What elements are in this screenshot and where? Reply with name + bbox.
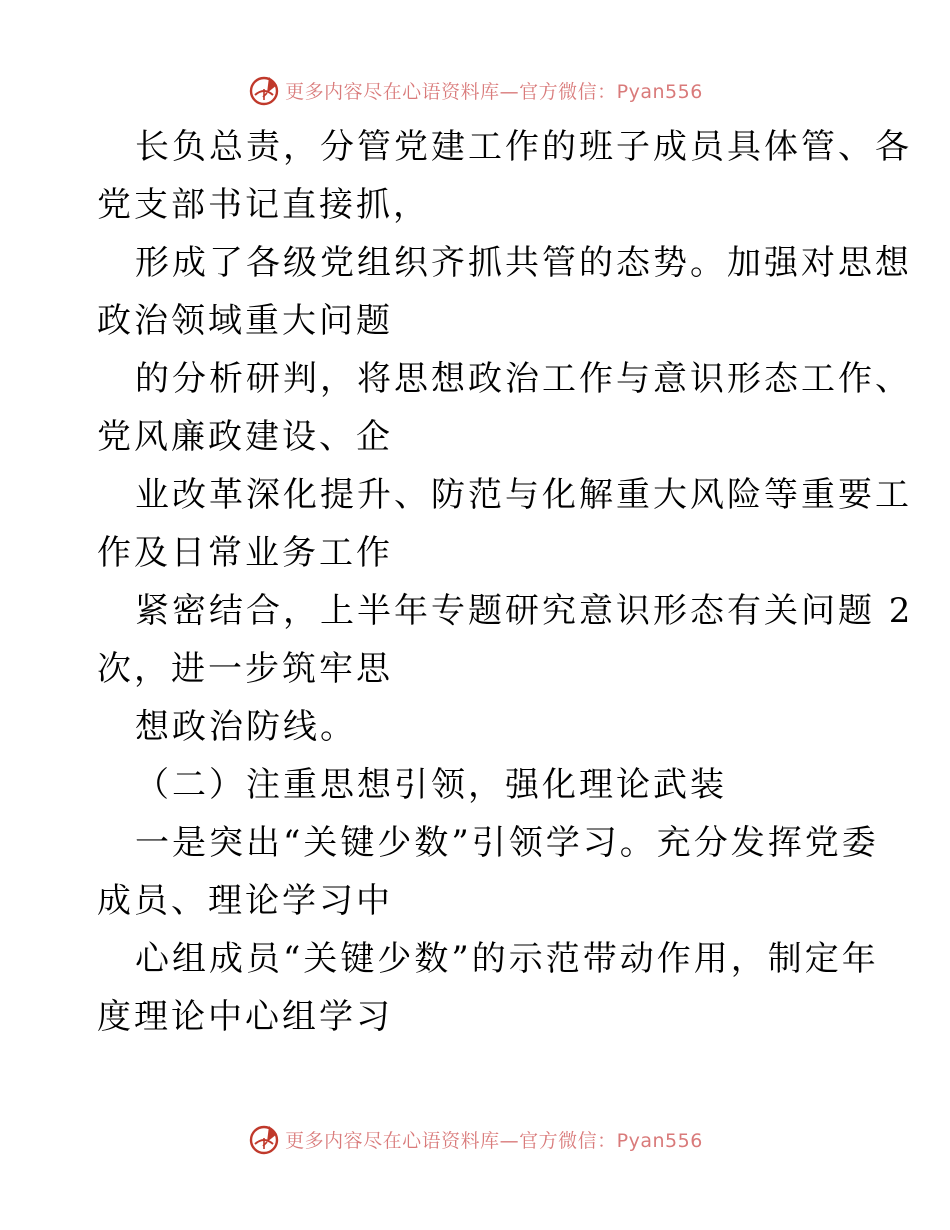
- text-line: 长负总责，分管党建工作的班子成员具体管、各: [135, 127, 912, 167]
- text-line: 想政治防线。: [135, 707, 357, 747]
- footer-watermark: [0, 1122, 950, 1156]
- document-body: [97, 118, 914, 1046]
- text-line: 心组成员“关键少数”的示范带动作用，制定年: [135, 939, 879, 979]
- book-quill-logo-icon: [247, 73, 283, 107]
- text-line: 的分析研判，将思想政治工作与意识形态工作、: [135, 359, 912, 399]
- text-line: 紧密结合，上半年专题研究意识形态有关问题 2: [135, 591, 914, 631]
- text-line: 形成了各级党组织齐抓共管的态势。加强对思想: [135, 243, 912, 283]
- text-line: 成员、理论学习中: [97, 881, 393, 921]
- text-line: 党风廉政建设、企: [97, 417, 393, 457]
- text-line: 党支部书记直接抓，: [97, 185, 430, 225]
- text-line: （二）注重思想引领，强化理论武装: [135, 765, 727, 805]
- header-watermark: [0, 73, 950, 107]
- text-line: 业改革深化提升、防范与化解重大风险等重要工: [135, 475, 912, 515]
- book-quill-logo-icon: [247, 1122, 283, 1156]
- header-watermark-text: 更多内容尽在心语资料库—官方微信：Pyan556: [285, 80, 703, 103]
- footer-watermark-text: 更多内容尽在心语资料库—官方微信：Pyan556: [285, 1129, 703, 1152]
- text-line: 度理论中心组学习: [97, 997, 393, 1037]
- text-line: 政治领域重大问题: [97, 301, 393, 341]
- text-line: 一是突出“关键少数”引领学习。充分发挥党委: [135, 823, 879, 863]
- text-line: 作及日常业务工作: [97, 533, 393, 573]
- text-line: 次，进一步筑牢思: [97, 649, 393, 689]
